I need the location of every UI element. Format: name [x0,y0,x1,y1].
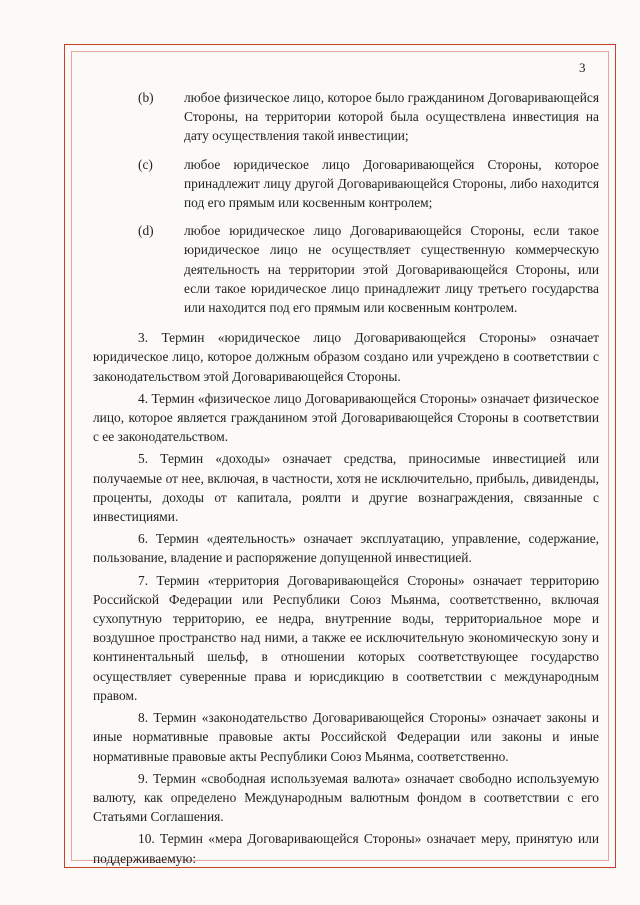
paragraph-7: 7. Термин «территория Договаривающейся Стороны» означает территорию Российской Федерации или Республики Союз Мьянма, соответственно, включая сухопутную территорию, ее недра, внутренние воды, территориальное море и воздушное пространство над ними, а также ее исключительную экономическую зону и континентальный шельф, в отношении которых соответствующее государство осуществляет суверенные права и юрисдикцию в соответствии с международным правом. [93,572,599,703]
subitem-text: любое физическое лицо, которое было гражданином Договаривающейся Стороны, на территории которой была осуществлена инвестиция на дату осуществления такой инвестиции; [184,90,599,144]
paragraph-6: 6. Термин «деятельность» означает эксплуатацию, управление, содержание, пользование, владение и распоряжение допущенной инвестицией. [93,531,599,566]
paragraph-4: 4. Термин «физическое лицо Договаривающейся Стороны» означает физическое лицо, которое является гражданином этой Договаривающейся Стороны в соответствии с ее законодательством. [93,390,599,445]
document-body [93,88,599,871]
subitem-marker: (d) [138,223,154,239]
page-number: 3 [579,60,586,75]
subitem-text: любое юридическое лицо Договаривающейся Стороны, которое принадлежит лицу другой Договаривающейся Стороны, либо находится под его прямым или косвенным контролем; [184,156,599,211]
subitem-b [93,88,599,146]
paragraph-5: 5. Термин «доходы» означает средства, приносимые инвестицией или получаемые от нее, включая, в частности, хотя не исключительно, прибыль, дивиденды, проценты, доходы от капитала, роялти и другие вознаграждения, связанные с инвестициями. [93,451,599,525]
subitem-marker: (c) [138,156,153,172]
paragraph-8: 8. Термин «законодательство Договаривающейся Стороны» означает законы и иные нормативные правовые акты Российской Федерации или законы и иные нормативные правовые акты Республики Союз Мьянма, соответственно. [93,710,599,764]
paragraph-9: 9. Термин «свободная используемая валюта» означает свободно используемую валюту, как определено Международным валютным фондом в соответствии с его Статьями Соглашения. [93,770,599,825]
subitem-c [93,155,599,213]
paragraph-10: 10. Термин «мера Договаривающейся Стороны» означает меру, принятую или поддерживаемую: [93,831,599,866]
subitem-text: любое юридическое лицо Договаривающейся Стороны, если такое юридическое лицо не осуществляет существенную коммерческую деятельность на территории этой Договаривающейся Стороны, или если такое юридическое лицо принадлежит лицу третьего государства или находится под его прямым или косвенным контролем. [184,223,599,316]
paragraph-3: 3. Термин «юридическое лицо Договаривающейся Стороны» означает юридическое лицо, которое должным образом создано или учреждено в соответствии с законодательством этой Договаривающейся Стороны. [93,330,599,384]
subitem-d [93,221,599,317]
subitem-marker: (b) [138,90,154,105]
